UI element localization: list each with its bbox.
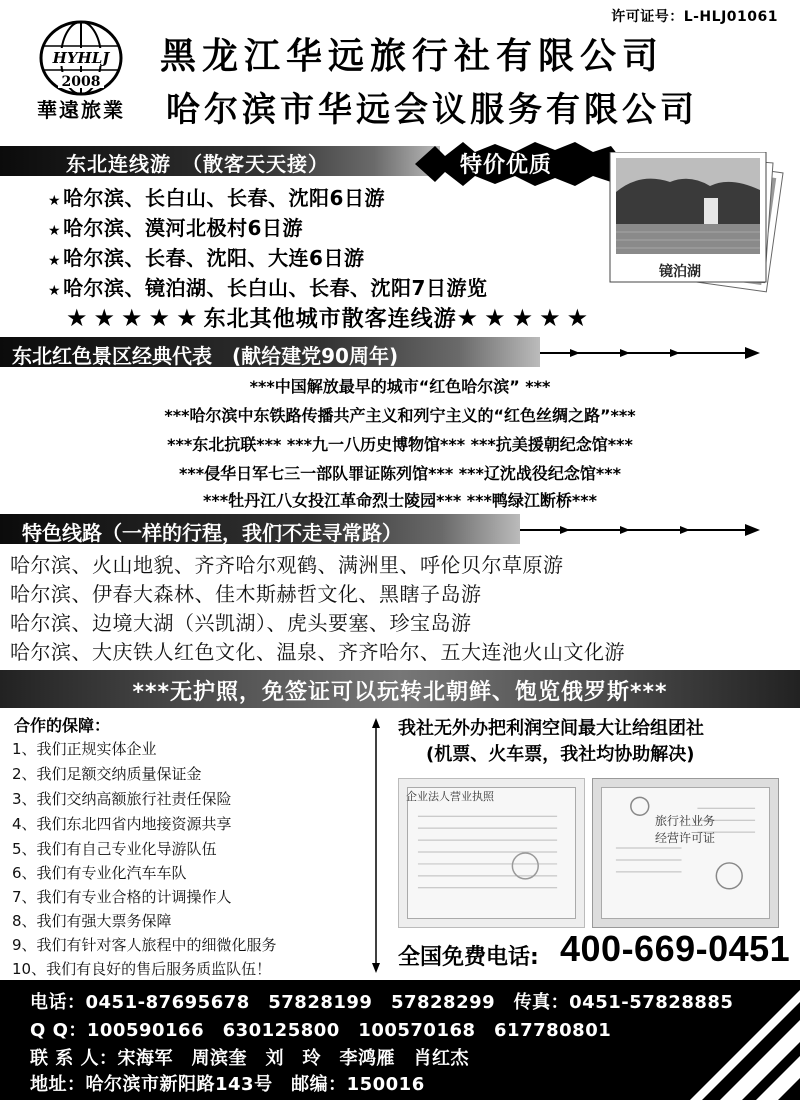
footer-contacts: 联 系 人：宋海军 周滨奎 刘 玲 李鸿雁 肖红杰 (30, 1048, 470, 1069)
arrow-right-icon (540, 346, 760, 360)
guarantee-item: 4、我们东北四省内地接资源共享 (12, 815, 232, 833)
company-name-secondary: 哈尔滨市华远会议服务有限公司 (166, 90, 698, 130)
section-title-northeast-tours: 东北连线游 （散客天天接） (66, 152, 329, 176)
photo-caption: 镜泊湖 (659, 264, 701, 280)
star-icon: ★ (48, 223, 62, 239)
arrow-right-icon (520, 523, 760, 537)
business-license-title: 企业法人营业执照 (406, 790, 494, 803)
travel-permit-title: 旅行社业务 经营许可证 (654, 814, 715, 845)
star-icon: ★★★★★ (66, 304, 204, 332)
guarantee-item: 3、我们交纳高额旅行社责任保险 (12, 790, 232, 808)
red-site-item: ***东北抗联*** ***九一八历史博物馆*** ***抗美援朝纪念馆*** (167, 435, 633, 454)
guarantee-item: 2、我们足额交纳质量保证金 (12, 765, 202, 783)
vertical-divider (371, 718, 381, 973)
ticket-service-note: (机票、火车票，我社均协助解决) (426, 744, 695, 765)
guarantee-item: 1、我们正规实体企业 (12, 740, 157, 758)
star-icon: ★ (48, 193, 62, 209)
footer-phone-fax: 电话：0451-87695678 57828199 57828299 传真：0451-57828885 (30, 992, 734, 1013)
footer-qq: Q Q：100590166 630125800 100570168 617780801 (30, 1020, 612, 1041)
section-title-red-tourism: 东北红色景区经典代表 (献给建党90周年) (12, 344, 399, 368)
star-icon: ★ (48, 253, 62, 269)
guarantee-item: 5、我们有自己专业化导游队伍 (12, 840, 217, 858)
route-item: ★ 哈尔滨、漠河北极村6日游 (48, 216, 303, 240)
featured-route: 哈尔滨、边境大湖（兴凯湖）、虎头要塞、珍宝岛游 (10, 611, 472, 635)
guarantee-item: 10、我们有良好的售后服务质监队伍！ (12, 960, 272, 978)
red-site-item: ***哈尔滨中东铁路传播共产主义和列宁主义的“红色丝绸之路”*** (164, 406, 636, 425)
featured-route: 哈尔滨、大庆铁人红色文化、温泉、齐齐哈尔、五大连池火山文化游 (10, 640, 625, 664)
section-title-featured-routes: 特色线路（一样的行程，我们不走寻常路） (22, 521, 402, 545)
featured-route: 哈尔滨、伊春大森林、佳木斯赫哲文化、黑瞎子岛游 (10, 582, 482, 606)
star-icon: ★ (48, 283, 62, 299)
special-price-badge: 特价优质 (460, 153, 553, 178)
lake-photo (600, 152, 790, 307)
star-icon: ★★★★★ (456, 304, 595, 332)
guarantee-item: 6、我们有专业化汽车车队 (12, 864, 187, 882)
guarantee-item: 7、我们有专业合格的计调操作人 (12, 888, 232, 906)
travel-permit-image (592, 778, 779, 928)
footer-address: 地址：哈尔滨市新阳路143号 邮编：150016 (30, 1074, 425, 1095)
red-site-item: ***中国解放最早的城市“红色哈尔滨” *** (249, 377, 551, 396)
slogan: ***无护照，免签证可以玩转北朝鲜、饱览俄罗斯*** (132, 680, 668, 705)
hotline-label: 全国免费电话: (398, 945, 539, 970)
featured-route: 哈尔滨、火山地貌、齐齐哈尔观鹤、满洲里、呼伦贝尔草原游 (10, 553, 564, 577)
license-number: 许可证号：L-HLJ01061 (611, 9, 778, 25)
logo-year: 2008 (61, 74, 101, 90)
red-site-item: ***牡丹江八女投江革命烈士陵园*** ***鸭绿江断桥*** (203, 491, 597, 510)
logo-text: 華遠旅業 (37, 98, 125, 122)
guarantee-item: 9、我们有针对客人旅程中的细微化服务 (12, 936, 277, 954)
company-name-primary: 黑龙江华远旅行社有限公司 (160, 36, 665, 77)
route-item: ★ 哈尔滨、镜泊湖、长白山、长春、沈阳7日游览 (48, 276, 488, 300)
route-item: ★ 哈尔滨、长春、沈阳、大连6日游 (48, 246, 365, 270)
profit-statement: 我社无外办把利润空间最大让给组团社 (398, 718, 704, 739)
guarantee-item: 8、我们有强大票务保障 (12, 912, 172, 930)
route-item: ★ 哈尔滨、长白山、长春、沈阳6日游 (48, 186, 385, 210)
globe-logo-icon (36, 18, 126, 98)
logo-mark: HYHLJ (52, 49, 110, 67)
other-cities-line: ★★★★★东北其他城市散客连线游★★★★★ (66, 304, 595, 332)
red-site-item: ***侵华日军七三一部队罪证陈列馆*** ***辽沈战役纪念馆*** (179, 464, 621, 483)
guarantee-title: 合作的保障： (14, 716, 111, 735)
hotline-number: 400-669-0451 (560, 928, 791, 969)
